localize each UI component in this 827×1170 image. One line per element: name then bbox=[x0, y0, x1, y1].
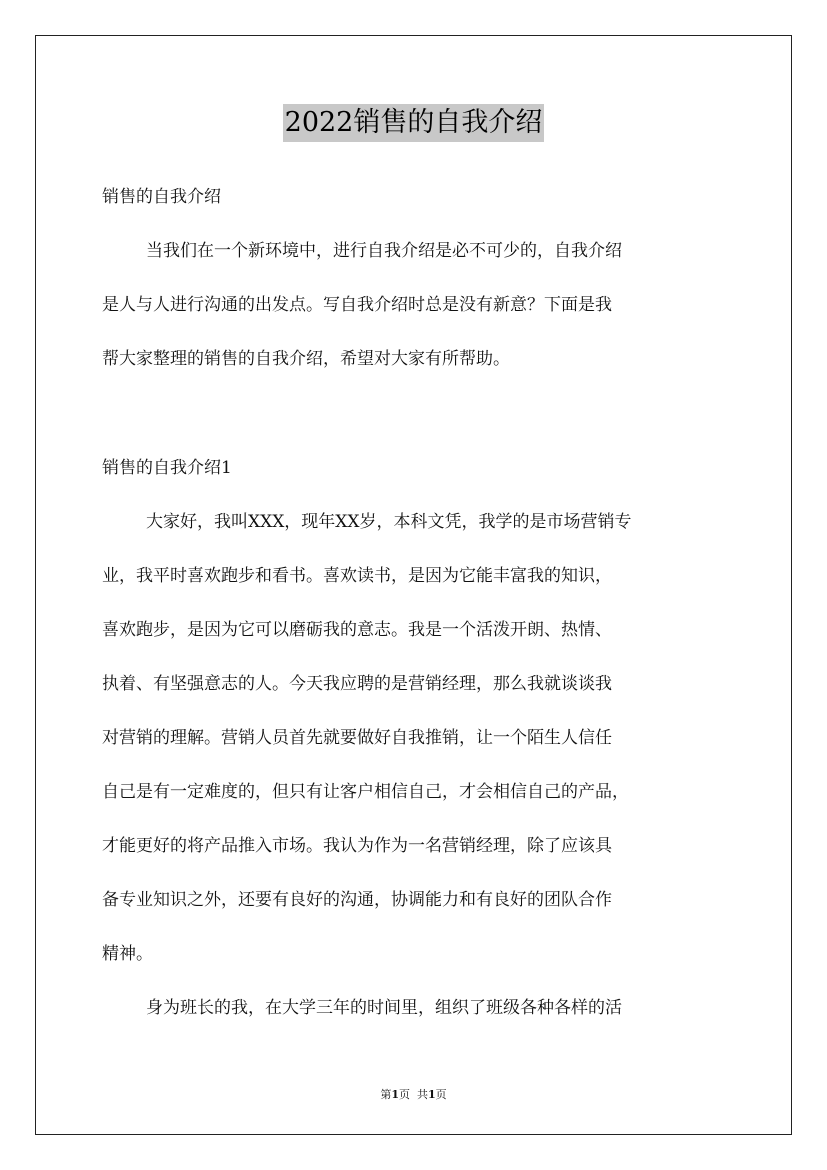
paragraph-line: 大家好，我叫XXX，现年XX岁，本科文凭，我学的是市场营销专 bbox=[146, 512, 632, 532]
paragraph-line: 当我们在一个新环境中，进行自我介绍是必不可少的，自我介绍 bbox=[146, 241, 622, 261]
paragraph-line: 精神。 bbox=[102, 944, 153, 964]
paragraph-line: 备专业知识之外，还要有良好的沟通，协调能力和有良好的团队合作 bbox=[102, 890, 612, 910]
footer-mid: 页 共 bbox=[399, 1088, 428, 1101]
paragraph-line: 身为班长的我，在大学三年的时间里，组织了班级各种各样的活 bbox=[146, 998, 622, 1018]
footer-total-pages: 1 bbox=[428, 1088, 436, 1101]
paragraph-line: 喜欢跑步，是因为它可以磨砺我的意志。我是一个活泼开朗、热情、 bbox=[102, 620, 612, 640]
paragraph-line: 帮大家整理的销售的自我介绍，希望对大家有所帮助。 bbox=[102, 349, 510, 369]
document-title: 2022销售的自我介绍 bbox=[283, 104, 545, 142]
title-wrap bbox=[0, 104, 827, 142]
paragraph-line: 自己是有一定难度的，但只有让客户相信自己，才会相信自己的产品， bbox=[102, 782, 629, 802]
paragraph-line: 对营销的理解。营销人员首先就要做好自我推销，让一个陌生人信任 bbox=[102, 728, 612, 748]
section-heading-1: 销售的自我介绍 bbox=[102, 187, 221, 207]
paragraph-line: 执着、有坚强意志的人。今天我应聘的是营销经理，那么我就谈谈我 bbox=[102, 674, 612, 694]
footer-prefix: 第 bbox=[380, 1088, 392, 1101]
paragraph-line: 是人与人进行沟通的出发点。写自我介绍时总是没有新意？下面是我 bbox=[102, 295, 612, 315]
footer-suffix: 页 bbox=[435, 1088, 447, 1101]
paragraph-line: 才能更好的将产品推入市场。我认为作为一名营销经理，除了应该具 bbox=[102, 836, 612, 856]
footer-page-number: 1 bbox=[391, 1088, 399, 1101]
section-heading-2: 销售的自我介绍1 bbox=[102, 458, 232, 478]
paragraph-line: 业，我平时喜欢跑步和看书。喜欢读书，是因为它能丰富我的知识， bbox=[102, 566, 612, 586]
page-footer bbox=[0, 1086, 827, 1102]
